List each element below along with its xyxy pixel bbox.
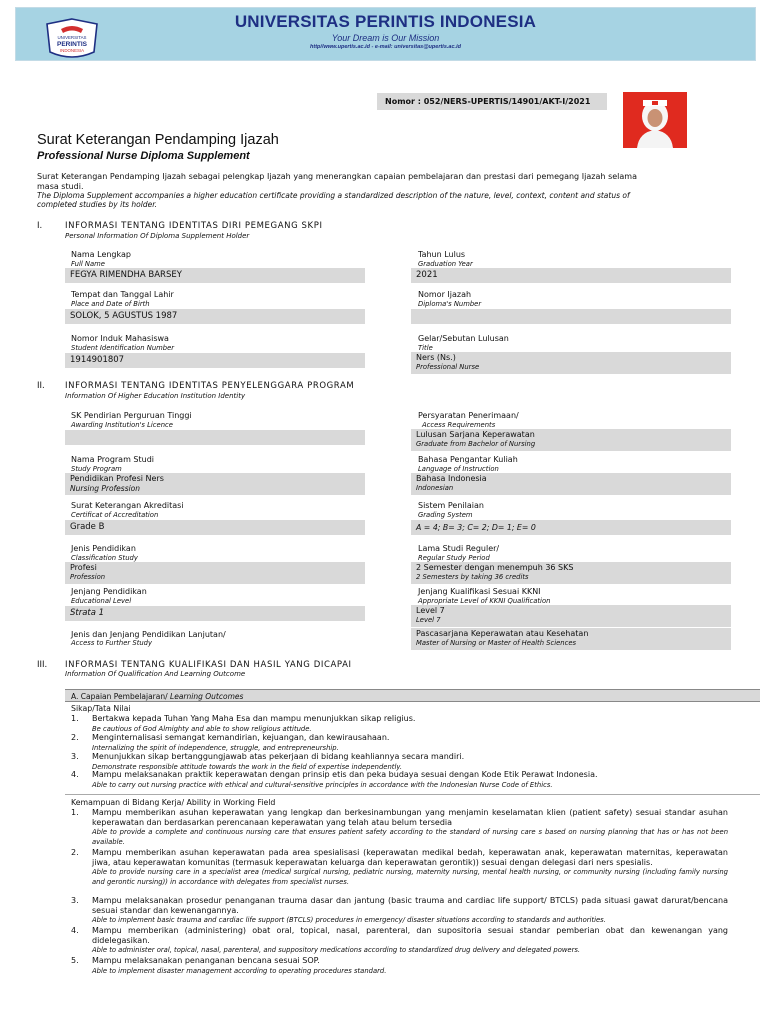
field-label-en: Grading System [418,511,473,519]
item-text-en: Be cautious of God Almighty and able to show religious attitude. [92,724,312,733]
university-name: UNIVERSITAS PERINTIS INDONESIA [234,12,537,31]
field-label-en: Classification Study [71,554,138,562]
section-number: II. [37,381,45,391]
language-value-box [411,473,731,495]
requirements-value-en: Graduate from Bachelor of Nursing [416,440,536,448]
field-label: Tempat dan Tanggal Lahir [71,290,174,299]
item-text: Mampu memberikan (administering) obat oral, topical, nasal, parenteral, dan supositoria sesuai standar pemberian obat dan kewenangan yang didelegasikan. [92,926,728,945]
item-text-en: Able to implement disaster management according to operating procedures standard. [92,966,387,975]
study-program-value-box [65,473,365,495]
graduation-year-value: 2021 [411,268,731,283]
list-item [71,956,731,976]
section-title: INFORMASI TENTANG IDENTITAS PENYELENGGARA PROGRAM [65,381,355,391]
university-motto: Your Dream is Our Mission [331,33,440,43]
list-item [71,808,731,848]
title-value-box [411,352,731,374]
licence-value [65,430,365,445]
education-type-value: Profesi [70,563,97,572]
field-label: Nomor Ijazah [418,290,472,299]
item-text: Bertakwa kepada Tuhan Yang Maha Esa dan mampu menunjukkan sikap religius. [92,714,416,723]
logo-text-name: PERINTIS [57,41,87,48]
field-label-en: Access to Further Study [71,639,153,647]
item-number: 5. [71,956,79,965]
full-name-value: FEGYA RIMENDHA BARSEY [65,268,365,283]
list-item [71,848,731,896]
study-period-value-box [411,562,731,584]
accreditation-value: Grade B [65,520,365,535]
item-number: 1. [71,714,79,723]
logo-text-country: INDONESIA [59,48,85,53]
field-label-en: Language of Instruction [418,465,499,473]
requirements-value: Lulusan Sarjana Keperawatan [416,430,535,439]
field-label-en: Awarding Institution's Licence [71,421,173,429]
field-label-en: Regular Study Period [418,554,490,562]
requirements-value-box [411,429,731,451]
education-type-value-en: Profession [70,573,106,581]
item-text-en: Demonstrate responsible attitude towards the work in the field of expertise independently. [92,762,403,771]
item-text-en: Internalizing the spirit of independence, struggle, and entrepreneurship. [92,743,339,752]
category-title: Sikap/Tata Nilai [71,704,131,713]
title-value-en: Professional Nurse [416,363,480,371]
field-label-en: Graduation Year [418,260,473,268]
field-label: Nama Program Studi [71,455,155,464]
item-text: Menunjukkan sikap bertanggungjawab atas pekerjaan di bidang keahliannya secara mandiri. [92,752,465,761]
logo-text-top: UNIVERSITAS [57,35,87,40]
item-text-en: Able to provide a complete and continuous nursing care that ensures patient safety according to the standard of nursing care s based on nursing planning that has or has not been available. [92,828,728,846]
field-label: Jenjang Kualifikasi Sesuai KKNI [418,587,541,596]
list-item [71,733,731,753]
further-study-value: Pascasarjana Keperawatan atau Kesehatan [416,629,589,638]
person-photo-icon [623,92,687,148]
header-banner [15,7,756,61]
item-number: 3. [71,752,79,761]
section-subtitle: Personal Information Of Diploma Supplement Holder [65,232,250,240]
field-label: Sistem Penilaian [418,501,484,510]
field-label-en: Appropriate Level of KKNI Qualification [418,597,551,605]
section-title: INFORMASI TENTANG KUALIFIKASI DAN HASIL YANG DICAPAI [65,660,352,670]
item-text-en: Able to provide nursing care in a specialist area (medical surgical nursing, pediatric nursing, maternity nursing, mental health nursing, or community nursing (including family nursing and gerontic nursing)) in accordance with delegates from specialist nurses. [92,868,728,886]
field-label: Nomor Induk Mahasiswa [71,334,169,343]
learning-outcomes-header [65,689,760,702]
study-period-value-en: 2 Semesters by taking 36 credits [416,573,529,581]
item-text-en: Able to carry out nursing practice with ethical and cultural-sensitive principles in accordance with the Indonesian Nurse Code of Ethics. [92,780,553,789]
list-item [71,770,731,790]
study-program-value: Pendidikan Profesi Ners [70,474,164,483]
field-label-en: Student Identification Number [71,344,175,352]
field-label-en: Place and Date of Birth [71,300,150,308]
field-label: Jenis Pendidikan [71,544,136,553]
intro-text: Surat Keterangan Pendamping Ijazah sebagai pelengkap Ijazah yang menerangkan capaian pembelajaran dan prestasi dari pemegang Ijazah selama masa studi. [37,172,637,191]
item-text: Mampu melaksanakan praktik keperawatan dengan prinsip etis dan peka budaya sesuai dengan Kode Etik Perawat Indonesia. [92,770,598,779]
item-text: Menginternalisasi semangat kemandirian, kejuangan, dan kewirausahaan. [92,733,390,742]
item-text: Mampu memberikan asuhan keperawatan pada area spesialisasi (keperawatan medikal bedah, keperawatan anak, keperawatan maternitas, keperawatan jiwa, atau keperawatan komunitas (termasuk keperawatan keluarga dan keperawatan gerontik)) sesuai dengan delegasi dari ners spesialis. [92,848,728,867]
education-type-value-box [65,562,365,584]
field-label: Surat Keterangan Akreditasi [71,501,184,510]
field-label: Bahasa Pengantar Kuliah [418,455,518,464]
field-label: Jenjang Pendidikan [71,587,147,596]
field-label-en: Full Name [71,260,105,268]
intro-text-en: The Diploma Supplement accompanies a higher education certificate providing a standardized description of the nature, level, context, content and status of completed studies by its holder. [37,191,630,209]
section-subtitle: Information Of Qualification And Learning Outcome [65,670,246,678]
item-number: 4. [71,770,79,779]
student-id-value: 1914901807 [65,353,365,368]
holder-photo [623,92,687,148]
language-value: Bahasa Indonesia [416,474,487,483]
language-value-en: Indonesian [416,484,454,492]
educational-level-value: Strata 1 [65,606,365,621]
learning-outcomes-label: A. Capaian Pembelajaran/ [71,692,168,701]
field-label-en: Study Program [71,465,122,473]
page-title: Surat Keterangan Pendamping Ijazah [37,132,279,148]
list-item [71,926,731,956]
list-item [71,752,731,772]
section-title: INFORMASI TENTANG IDENTITAS DIRI PEMEGANG SKPI [65,221,323,231]
field-label-en: Diploma's Number [418,300,482,308]
kkni-level-value: Level 7 [416,606,445,615]
item-number: 2. [71,733,79,742]
field-label: Persyaratan Penerimaan/ [418,411,519,420]
further-study-value-en: Master of Nursing or Master of Health Sciences [416,639,577,647]
category-title: Kemampuan di Bidang Kerja/ Ability in Working Field [71,798,276,807]
section-subtitle: Information Of Higher Education Institution Identity [65,392,246,400]
field-label: Gelar/Sebutan Lulusan [418,334,509,343]
field-label: Jenis dan Jenjang Pendidikan Lanjutan/ [71,630,226,639]
study-period-value: 2 Semester dengan menempuh 36 SKS [416,563,574,572]
item-text-en: Able to administer oral, topical, nasal, parenteral, and suppository medications according to standardized drug delivery and delegated powers. [92,946,581,954]
item-text: Mampu memberikan asuhan keperawatan yang lengkap dan berkesinambungan yang menjamin keselamatan klien (patient safety) sesuai standar asuhan keperawatan dan berdasarkan perencanaan keperawatan yang telah atau belum tersedia [92,808,728,827]
kkni-level-value-box [411,605,731,627]
item-text: Mampu melaksanakan prosedur penanganan trauma dasar dan jantung (basic trauma and cardiac life support/ BTCLS) pada situasi gawat darurat/bencana sesuai standar dan kewenangannya. [92,896,728,915]
item-text-en: Able to implement basic trauma and cardiac life support (BTCLS) procedures in emergency/ disaster situations according to standards and authorities. [92,916,606,924]
item-number: 3. [71,896,79,905]
item-text: Mampu melaksanakan penanganan bencana sesuai SOP. [92,956,320,965]
page-subtitle: Professional Nurse Diploma Supplement [37,150,250,162]
university-contact: http//www.upertis.ac.id - e-mail: universitas@upertis.ac.id [310,44,461,50]
further-study-value-box [411,628,731,650]
field-label-en: Educational Level [71,597,132,605]
field-label: SK Pendirian Perguruan Tinggi [71,411,192,420]
list-item [71,714,731,734]
field-label-en: Access Requirements [422,421,496,429]
list-item [71,896,731,926]
diploma-number-value [411,309,731,324]
title-value: Ners (Ns.) [416,353,456,362]
section-number: I. [37,221,43,231]
item-number: 2. [71,848,79,857]
field-label: Lama Studi Reguler/ [418,544,500,553]
document-number: Nomor : 052/NERS-UPERTIS/14901/AKT-I/2021 [377,93,607,110]
section-number: III. [37,660,48,670]
field-label: Nama Lengkap [71,250,131,259]
grading-system-value: A = 4; B= 3; C= 2; D= 1; E= 0 [411,520,731,535]
field-label: Tahun Lulus [418,250,466,259]
field-label-en: Certificat of Accreditation [71,511,159,519]
divider [65,794,760,795]
item-number: 1. [71,808,79,817]
field-label-en: Title [418,344,433,352]
study-program-value-en: Nursing Profession [70,484,141,493]
learning-outcomes-label-en: Learning Outcomes [170,692,244,701]
birth-value: SOLOK, 5 AGUSTUS 1987 [65,309,365,324]
kkni-level-value-en: Level 7 [416,616,441,624]
item-number: 4. [71,926,79,935]
